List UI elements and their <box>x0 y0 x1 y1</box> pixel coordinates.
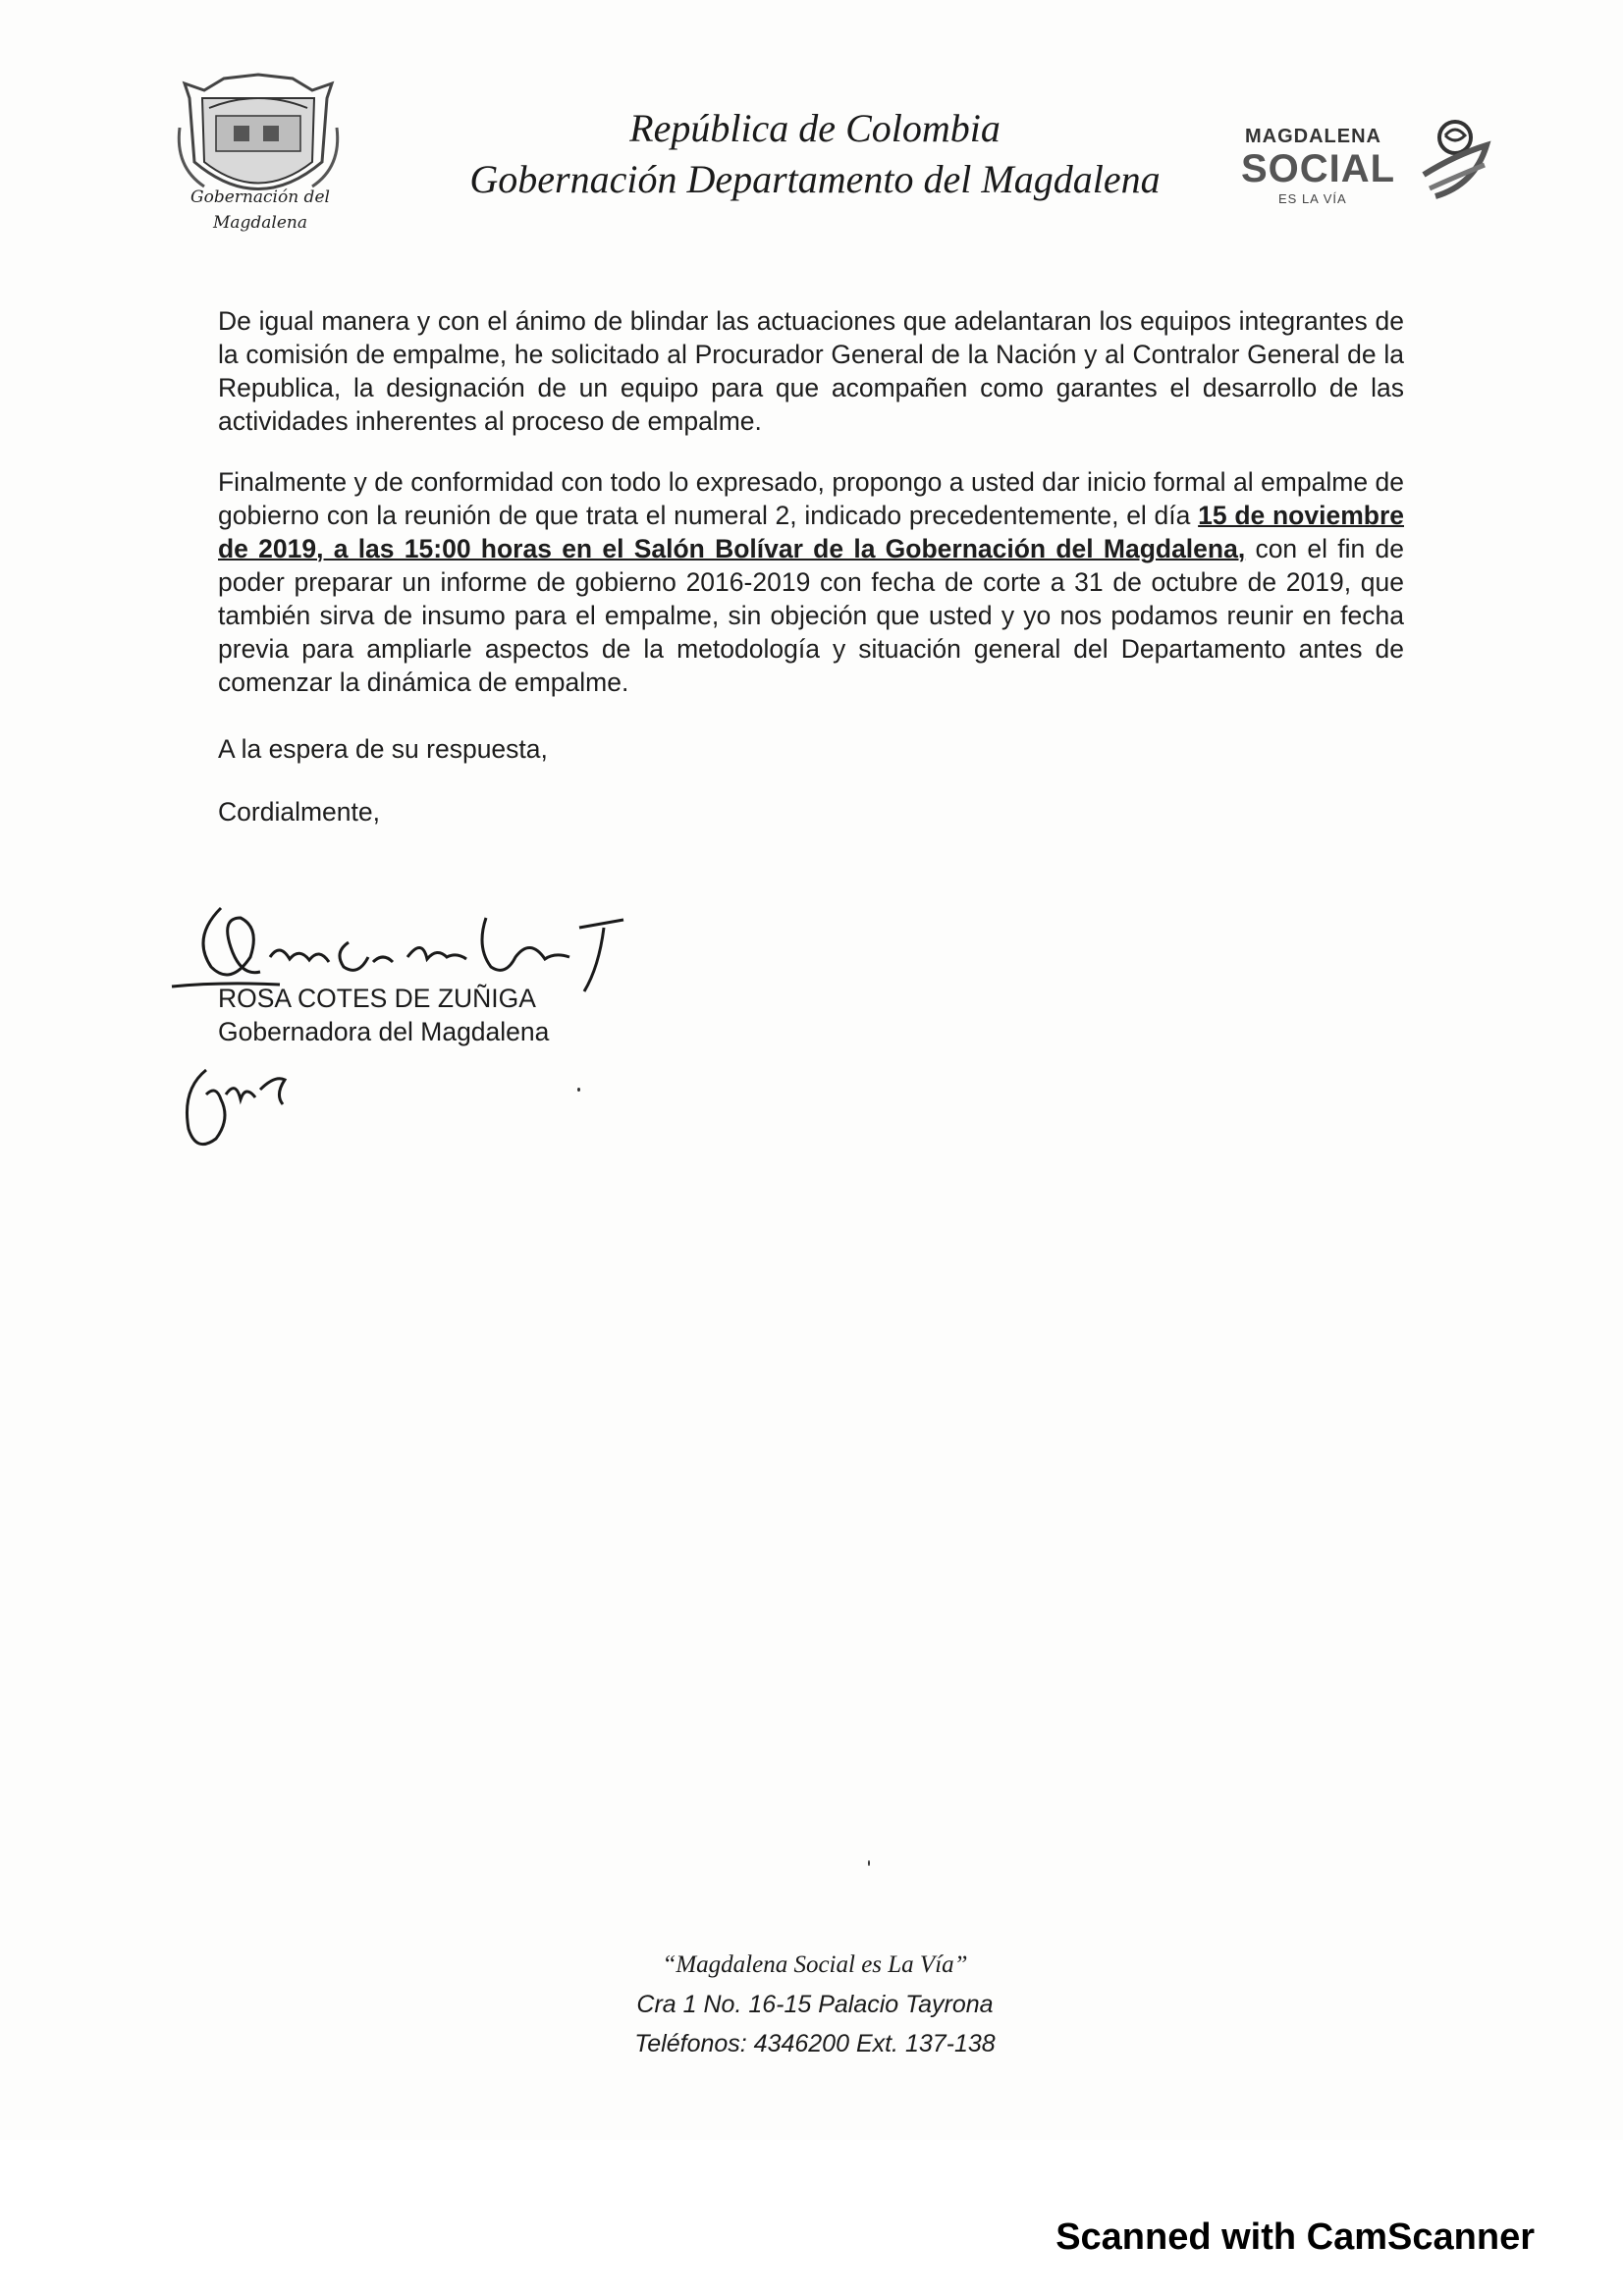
handwritten-initials <box>177 1050 314 1158</box>
signer-role: Gobernadora del Magdalena <box>218 1017 550 1046</box>
paragraph-2 <box>218 465 1404 699</box>
letter-footer <box>511 1946 1119 2063</box>
camscanner-watermark: Scanned with CamScanner <box>1055 2216 1535 2258</box>
paragraph-2-intro: Finalmente y de conformidad con todo lo expresado, propongo a usted dar inicio formal al empalme de gobierno con la reunión de que trata el numeral 2, indicado precedentemente, el día <box>218 467 1404 530</box>
scan-speck <box>577 1088 580 1092</box>
title-governorate: Gobernación Departamento del Magdalena <box>469 157 1161 201</box>
seal-caption-line2: Magdalena <box>212 213 308 233</box>
letter-body <box>218 304 1404 828</box>
brand-line1: MAGDALENA <box>1245 126 1381 147</box>
footer-address: Cra 1 No. 16-15 Palacio Tayrona <box>636 1991 994 2018</box>
letterhead-title <box>412 103 1217 205</box>
paragraph-2-rest: con el fin de poder preparar un informe de gobierno 2016-2019 con fecha de corte a 31 de octubre de 2019, que también sirva de insumo para el empalme, sin objeción que usted y yo nos podamos reunir en fecha previa para ampliarle aspectos de la metodología y situación general del Departamento antes de comenzar la dinámica de empalme. <box>218 534 1404 697</box>
seal-caption-line1: Gobernación del <box>190 187 330 207</box>
scan-speck <box>868 1860 870 1866</box>
signer-name: ROSA COTES DE ZUÑIGA <box>218 984 536 1013</box>
title-republic: República de Colombia <box>629 106 1001 150</box>
seal-caption <box>157 185 363 236</box>
closing-cordially: Cordialmente, <box>218 797 380 827</box>
brand-line2: SOCIAL <box>1241 147 1396 190</box>
closing-awaiting: A la espera de su respuesta, <box>218 734 548 764</box>
meeting-date-highlight: 15 de noviembre de 2019, a las 15:00 horas en el Salón Bolívar de la Gobernación del Magdalena, <box>218 501 1405 563</box>
rose-icon <box>1416 116 1494 206</box>
signature-block <box>218 982 549 1048</box>
footer-motto: “Magdalena Social es La Vía” <box>662 1951 968 1978</box>
paragraph-1: De igual manera y con el ánimo de blindar las actuaciones que adelantaran los equipos integrantes de la comisión de empalme, he solicitado al Procurador General de la Nación y al Contralor General de la Republica, la designación de un equipo para que acompañen como garantes el desarrollo de las actividades inherentes al proceso de empalme. <box>218 306 1404 436</box>
footer-phones: Teléfonos: 4346200 Ext. 137-138 <box>634 2030 996 2057</box>
magdalena-social-logo <box>1239 110 1485 208</box>
brand-line3: ES LA VÍA <box>1278 191 1347 206</box>
